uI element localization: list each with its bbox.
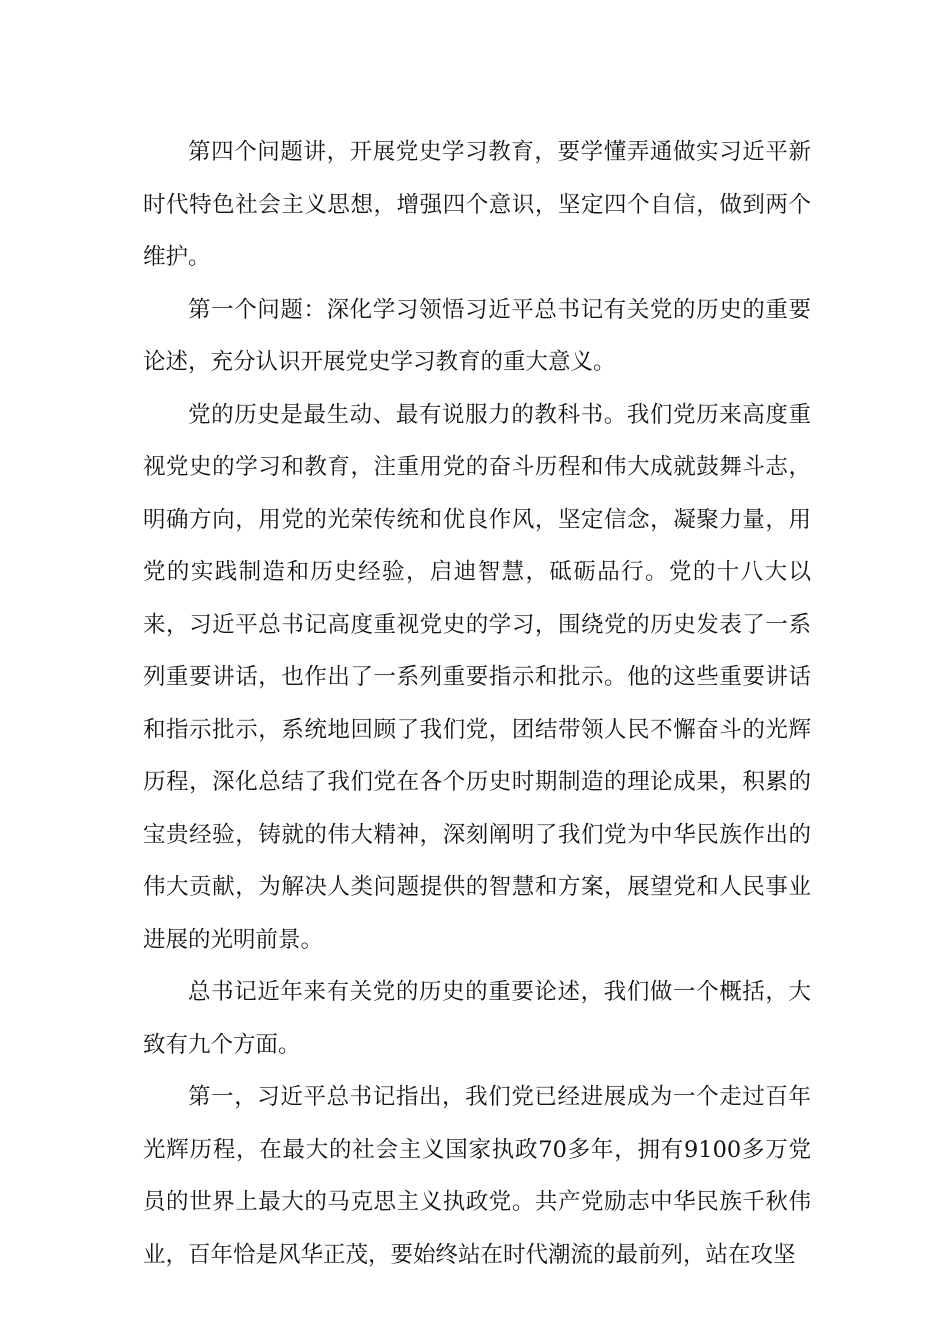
paragraph-2: 第一个问题：深化学习领悟习近平总书记有关党的历史的重要论述，充分认识开展党史学习教育的重大意义。 (143, 296, 811, 375)
paragraph-3: 党的历史是最生动、最有说服力的教科书。我们党历来高度重视党史的学习和教育，注重用党的奋斗历程和伟大成就鼓舞斗志，明确方向，用党的光荣传统和优良作风，坚定信念，凝聚力量，用党的实践制造和历史经验，启迪智慧，砥砺品行。党的十八大以来，习近平总书记高度重视党史的学习，围绕党的历史发表了一系列重要讲话，也作出了一系列重要指示和批示。他的这些重要讲话和指示批示，系统地回顾了我们党，团结带领人民不懈奋斗的光辉历程，深化总结了我们党在各个历史时期制造的理论成果，积累的宝贵经验，铸就的伟大精神，深刻阐明了我们党为中华民族作出的伟大贡献，为解决人类问题提供的智慧和方案，展望党和人民事业进展的光明前景。 (143, 401, 811, 953)
document-body (143, 126, 811, 1281)
paragraph-5: 第一，习近平总书记指出，我们党已经进展成为一个走过百年光辉历程，在最大的社会主义国家执政70多年，拥有9100多万党员的世界上最大的马克思主义执政党。共产党励志中华民族千秋伟业，百年恰是风华正茂，要始终站在时代潮流的最前列，站在攻坚 (143, 1084, 811, 1268)
paragraph-1: 第四个问题讲，开展党史学习教育，要学懂弄通做实习近平新时代特色社会主义思想，增强四个意识，坚定四个自信，做到两个维护。 (143, 139, 811, 270)
paragraph-4: 总书记近年来有关党的历史的重要论述，我们做一个概括，大致有九个方面。 (143, 979, 811, 1058)
